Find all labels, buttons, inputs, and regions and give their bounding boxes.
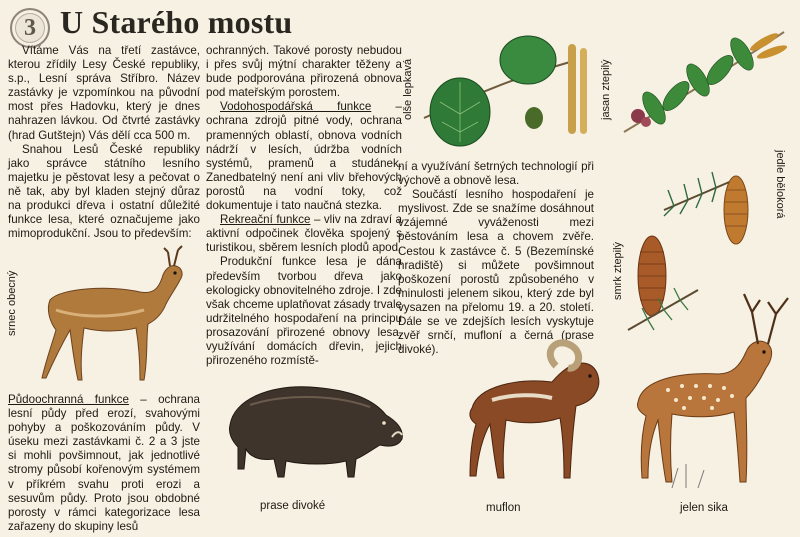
alder-branch-illustration (420, 22, 590, 152)
fir-caption: jedle bělokorá (774, 150, 786, 219)
page-title: U Starého mostu (60, 4, 293, 40)
wild-boar-caption: prase divoké (260, 500, 326, 512)
wild-boar-illustration (220, 365, 410, 485)
water-function-text: – ochrana zdrojů pitné vody, ochrana pramenných oblastí, obnova vodních nádrží v lesích, údržba vodních systémů, pramenů a studánek. Zanedbatelný není ani vliv břehových porostů na vodní toky, což dokumentuje i tato naučná stezka. (206, 100, 402, 213)
production-function-paragraph: Produkční funkce lesa je dána především tvorbou dřeva jako ekologicky obnovitelného zdroje. I zde však chceme uplatňovat zásady trvale udržitelného hospodaření na principu prosazování přirozené obnovy lesa, využívání domácích dřevin, jejich přirozeného rozmístě- (206, 255, 402, 368)
roe-deer-caption: srnec obecný (6, 270, 18, 336)
continuation-paragraph: ochranných. Takové porosty nebudou i přes svůj mýtní charakter těženy a bude podporována přirozená obnova pod mateřským porostem. (206, 44, 402, 100)
hunting-paragraph: Součástí lesního hospodaření je myslivost. Zde se snažíme dosáhnout vzájemné vyváženosti mezi pěstováním lesa a chovem zvěře. Cestou k zastávce č. 5 (Bezemínské hradiště) si můžete povšimnout poškození porostů způsobeného v minulosti jelenem sikou, který zde byl vysazen na přelomu 19. a 20. století. Dále se ve zdejších lesích vyskytuje zvěř srnčí, mufloní a černá (prase divoké). (398, 188, 594, 357)
mouflon-caption: muflon (486, 502, 521, 514)
soil-protection-text: – ochrana lesní půdy před erozí, svahovými pohyby a poškozováním půdy. V úseku mezi zastávkami č. 2 a 3 jste si mohli povšimnout, jak jednotlivé stromy působí kořenovým systémem v příkrém svahu proti erozi a sesuvům půdy. Proto jsou obdobné porosty v rámci kategorizace lesa zařazeny do skupiny lesů (8, 393, 200, 533)
continuation-paragraph-2: ní a využívání šetrných technologií při výchově a obnově lesa. (398, 160, 594, 188)
text-column-2 (206, 44, 402, 368)
recreation-function-text: – vliv na zdraví a aktivní odpočinek člověka spojený s turistikou, sběrem lesních plodů apod. (206, 213, 402, 255)
soil-protection-paragraph (8, 393, 200, 534)
spruce-branch-illustration (618, 230, 718, 340)
stop-number-badge: 3 (10, 8, 50, 48)
alder-caption: olše lepkavá (402, 58, 414, 120)
sika-deer-caption: jelen sika (680, 502, 728, 514)
intro-paragraph: Vítáme Vás na třetí zastávce, kterou zřídily Lesy České republiky, s.p., Lesní správa Stříbro. Název zastávky je vzpomínkou na původní most přes Hadovku, který je dnes nahrazen lávkou. Od čtvrté zastávky (hrad Gutštejn) Vás dělí cca 500 m. (8, 44, 200, 142)
water-function-term: Vodohospodářská funkce (220, 100, 372, 114)
recreation-function-term: Rekreační funkce (220, 213, 311, 227)
water-function-paragraph (206, 100, 402, 213)
text-column-1-top (8, 44, 200, 241)
management-paragraph: Snahou Lesů České republiky jako správce státního lesního majetku je pěstovat lesy a pečovat o ně tak, aby byl kladen stejný důraz na produkci dřeva i ostatní důležité funkce lesa, které označujeme jako mimoprodukční. Jsou to především: (8, 142, 200, 241)
ash-branch-illustration (614, 12, 794, 152)
mouflon-illustration (452, 338, 622, 498)
soil-protection-term: Půdoochranná funkce (8, 393, 129, 406)
text-column-1-bottom (8, 393, 200, 534)
recreation-function-paragraph (206, 213, 402, 255)
text-column-3 (398, 160, 594, 357)
ash-caption: jasan ztepilý (600, 59, 612, 120)
spruce-caption: smrk ztepilý (612, 241, 624, 300)
roe-deer-illustration (20, 240, 200, 390)
